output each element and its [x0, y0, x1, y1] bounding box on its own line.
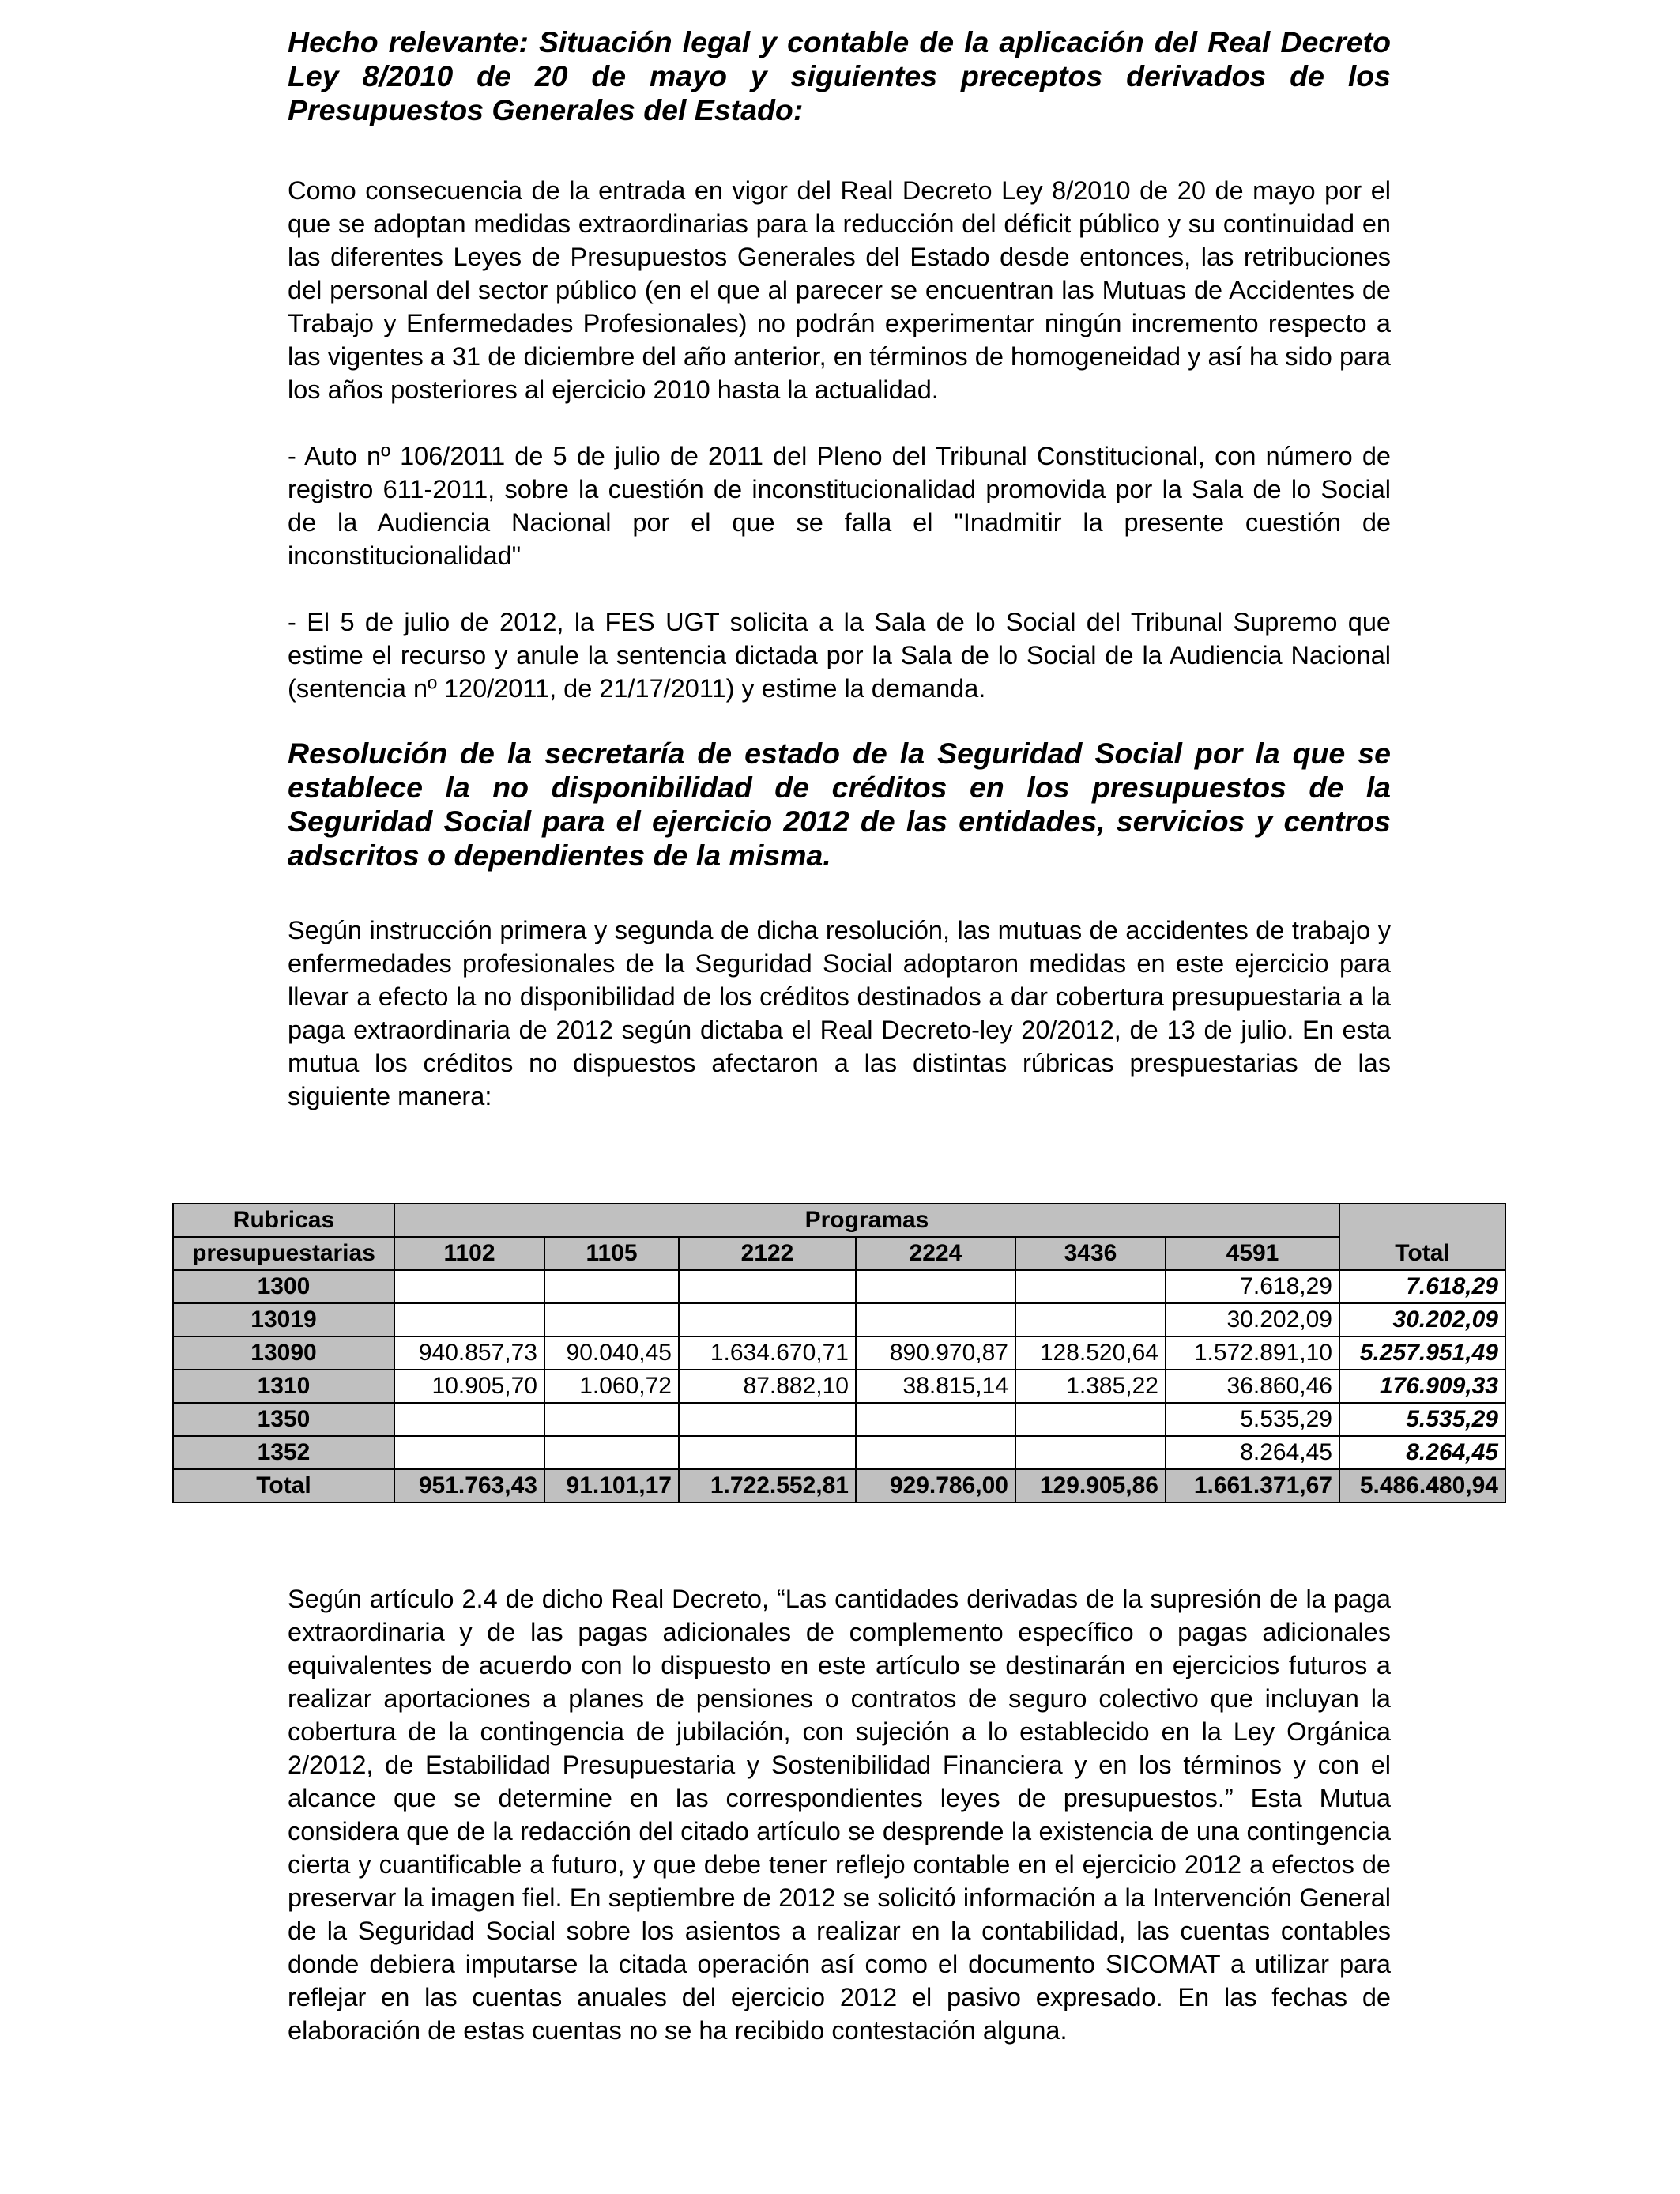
cell-program-4591: 36.860,46 [1166, 1370, 1339, 1403]
cell-program-4591: 8.264,45 [1166, 1436, 1339, 1469]
cell-program-2224 [856, 1303, 1015, 1336]
paragraph-rdl-8-2010: Como consecuencia de la entrada en vigor del Real Decreto Ley 8/2010 de 20 de mayo por el que se adoptan medidas extraordinarias para la reducción del déficit público y su continuidad en las diferentes Leyes de Presupuestos Generales del Estado desde entonces, las retribuciones del personal del sector público (en el que al parecer se encuentran las Mutuas de Accidentes de Trabajo y Enfermedades Profesionales) no podrán experimentar ningún incremento respecto a las vigentes a 31 de diciembre del año anterior, en términos de homogeneidad y así ha sido para los años posteriores al ejercicio 2010 hasta la actualidad. [288, 176, 1391, 404]
cell-program-2224: 38.815,14 [856, 1370, 1015, 1403]
cell-program-3436: 129.905,86 [1015, 1469, 1166, 1502]
table-header-row-1 [173, 1204, 1505, 1237]
cell-program-3436: 128.520,64 [1015, 1336, 1166, 1370]
cell-total: 5.257.951,49 [1339, 1336, 1505, 1370]
cell-program-1102 [394, 1436, 544, 1469]
table-row [173, 1403, 1505, 1436]
cell-program-4591: 1.572.891,10 [1166, 1336, 1339, 1370]
row-label: 13019 [173, 1303, 394, 1336]
header-program-4591: 4591 [1166, 1237, 1339, 1270]
row-label: 1352 [173, 1436, 394, 1469]
table-total-row [173, 1469, 1505, 1502]
row-label: Total [173, 1469, 394, 1502]
cell-program-1102: 951.763,43 [394, 1469, 544, 1502]
paragraph-auto-106-2011: - Auto nº 106/2011 de 5 de julio de 2011 del Pleno del Tribunal Constitucional, con número de registro 611-2011, sobre la cuestión de inconstitucionalidad promovida por la Sala de lo Social de la Audiencia Nacional por el que se falla el "Inadmitir la presente cuestión de inconstitucionalidad" [288, 442, 1391, 570]
cell-program-2224 [856, 1270, 1015, 1303]
cell-program-3436: 1.385,22 [1015, 1370, 1166, 1403]
document-page-bottom [288, 1582, 1391, 2047]
cell-total: 30.202,09 [1339, 1303, 1505, 1336]
cell-program-2224: 929.786,00 [856, 1469, 1015, 1502]
cell-program-2224 [856, 1403, 1015, 1436]
cell-program-1105 [544, 1403, 679, 1436]
cell-program-3436 [1015, 1270, 1166, 1303]
paragraph-articulo-2-4: Según artículo 2.4 de dicho Real Decreto, “Las cantidades derivadas de la supresión de la paga extraordinaria y de las pagas adicionales de complemento específico o pagas adicionales equivalentes de acuerdo con lo dispuesto en este artículo se destinarán en ejercicios futuros a realizar aportaciones a planes de pensiones o contratos de seguro colectivo que incluyan la cobertura de la contingencia de jubilación, con sujeción a lo establecido en la Ley Orgánica 2/2012, de Estabilidad Presupuestaria y Sostenibilidad Financiera y en los términos y con el alcance que se determine en las correspondientes leyes de presupuestos.” Esta Mutua considera que de la redacción del citado artículo se desprende la existencia de una contingencia cierta y cuantificable a futuro, y que debe tener reflejo contable en el ejercicio 2012 a efectos de preservar la imagen fiel. En septiembre de 2012 se solicitó información a la Intervención General de la Seguridad Social sobre los asientos a realizar en la contabilidad, las cuentas contables donde debiera imputarse la citada operación así como el documento SICOMAT a utilizar para reflejar en las cuentas anuales del ejercicio 2012 el pasivo expresado. En las fechas de elaboración de estas cuentas no se ha recibido contestación alguna. [288, 1585, 1391, 2045]
row-label: 1350 [173, 1403, 394, 1436]
cell-program-1102 [394, 1303, 544, 1336]
header-program-1105: 1105 [544, 1237, 679, 1270]
row-label: 13090 [173, 1336, 394, 1370]
cell-program-1105 [544, 1436, 679, 1469]
cell-program-1105: 91.101,17 [544, 1469, 679, 1502]
table-row [173, 1336, 1505, 1370]
cell-program-4591: 1.661.371,67 [1166, 1469, 1339, 1502]
cell-total: 8.264,45 [1339, 1436, 1505, 1469]
header-presupuestarias: presupuestarias [173, 1237, 394, 1270]
cell-program-2122 [679, 1436, 856, 1469]
cell-program-1105: 90.040,45 [544, 1336, 679, 1370]
cell-program-2122: 1.634.670,71 [679, 1336, 856, 1370]
header-program-3436: 3436 [1015, 1237, 1166, 1270]
cell-program-1102: 940.857,73 [394, 1336, 544, 1370]
cell-program-1105 [544, 1270, 679, 1303]
cell-program-3436 [1015, 1436, 1166, 1469]
table-row [173, 1370, 1505, 1403]
cell-total: 7.618,29 [1339, 1270, 1505, 1303]
cell-program-2122: 87.882,10 [679, 1370, 856, 1403]
table-header-row-2 [173, 1237, 1505, 1270]
table-row [173, 1303, 1505, 1336]
cell-program-1105: 1.060,72 [544, 1370, 679, 1403]
cell-program-2122 [679, 1403, 856, 1436]
cell-program-4591: 30.202,09 [1166, 1303, 1339, 1336]
cell-program-3436 [1015, 1303, 1166, 1336]
cell-program-2122 [679, 1270, 856, 1303]
header-program-2122: 2122 [679, 1237, 856, 1270]
paragraph-fes-ugt: - El 5 de julio de 2012, la FES UGT solicita a la Sala de lo Social del Tribunal Supremo que estime el recurso y anule la sentencia dictada por la Sala de lo Social de la Audiencia Nacional (sentencia nº 120/2011, de 21/17/2011) y estime la demanda. [288, 608, 1391, 703]
header-total: Total [1339, 1204, 1505, 1270]
paragraph-instruccion: Según instrucción primera y segunda de dicha resolución, las mutuas de accidentes de trabajo y enfermedades profesionales de la Seguridad Social adoptaron medidas en este ejercicio para llevar a efecto la no disponibilidad de los créditos destinados a dar cobertura presupuestaria a la paga extraordinaria de 2012 según dictaba el Real Decreto-ley 20/2012, de 13 de julio. En esta mutua los créditos no dispuestos afectaron a las distintas rúbricas prespuestarias de las siguiente manera: [288, 916, 1391, 1110]
cell-program-1102: 10.905,70 [394, 1370, 544, 1403]
cell-total: 5.486.480,94 [1339, 1469, 1505, 1502]
cell-program-3436 [1015, 1403, 1166, 1436]
row-label: 1300 [173, 1270, 394, 1303]
header-program-1102: 1102 [394, 1237, 544, 1270]
table-row [173, 1436, 1505, 1469]
cell-total: 5.535,29 [1339, 1403, 1505, 1436]
cell-program-2122: 1.722.552,81 [679, 1469, 856, 1502]
document-page [288, 25, 1391, 1113]
cell-program-1102 [394, 1403, 544, 1436]
heading-resolucion: Resolución de la secretaría de estado de la Seguridad Social por la que se establece la no disponibilidad de créditos en los presupuestos de la Seguridad Social para el ejercicio 2012 de las entidades, servicios y centros adscritos o dependientes de la misma. [288, 737, 1391, 872]
cell-program-1102 [394, 1270, 544, 1303]
header-program-2224: 2224 [856, 1237, 1015, 1270]
row-label: 1310 [173, 1370, 394, 1403]
table-row [173, 1270, 1505, 1303]
cell-program-1105 [544, 1303, 679, 1336]
header-programas: Programas [394, 1204, 1339, 1237]
cell-program-2122 [679, 1303, 856, 1336]
header-rubricas: Rubricas [173, 1204, 394, 1237]
cell-program-4591: 5.535,29 [1166, 1403, 1339, 1436]
cell-program-2224: 890.970,87 [856, 1336, 1015, 1370]
cell-total: 176.909,33 [1339, 1370, 1505, 1403]
budget-table-container [172, 1203, 1505, 1503]
budget-table [172, 1203, 1506, 1503]
heading-hecho-relevante: Hecho relevante: Situación legal y contable de la aplicación del Real Decreto Ley 8/2010 de 20 de mayo y siguientes preceptos derivados de los Presupuestos Generales del Estado: [288, 25, 1391, 126]
cell-program-2224 [856, 1436, 1015, 1469]
cell-program-4591: 7.618,29 [1166, 1270, 1339, 1303]
